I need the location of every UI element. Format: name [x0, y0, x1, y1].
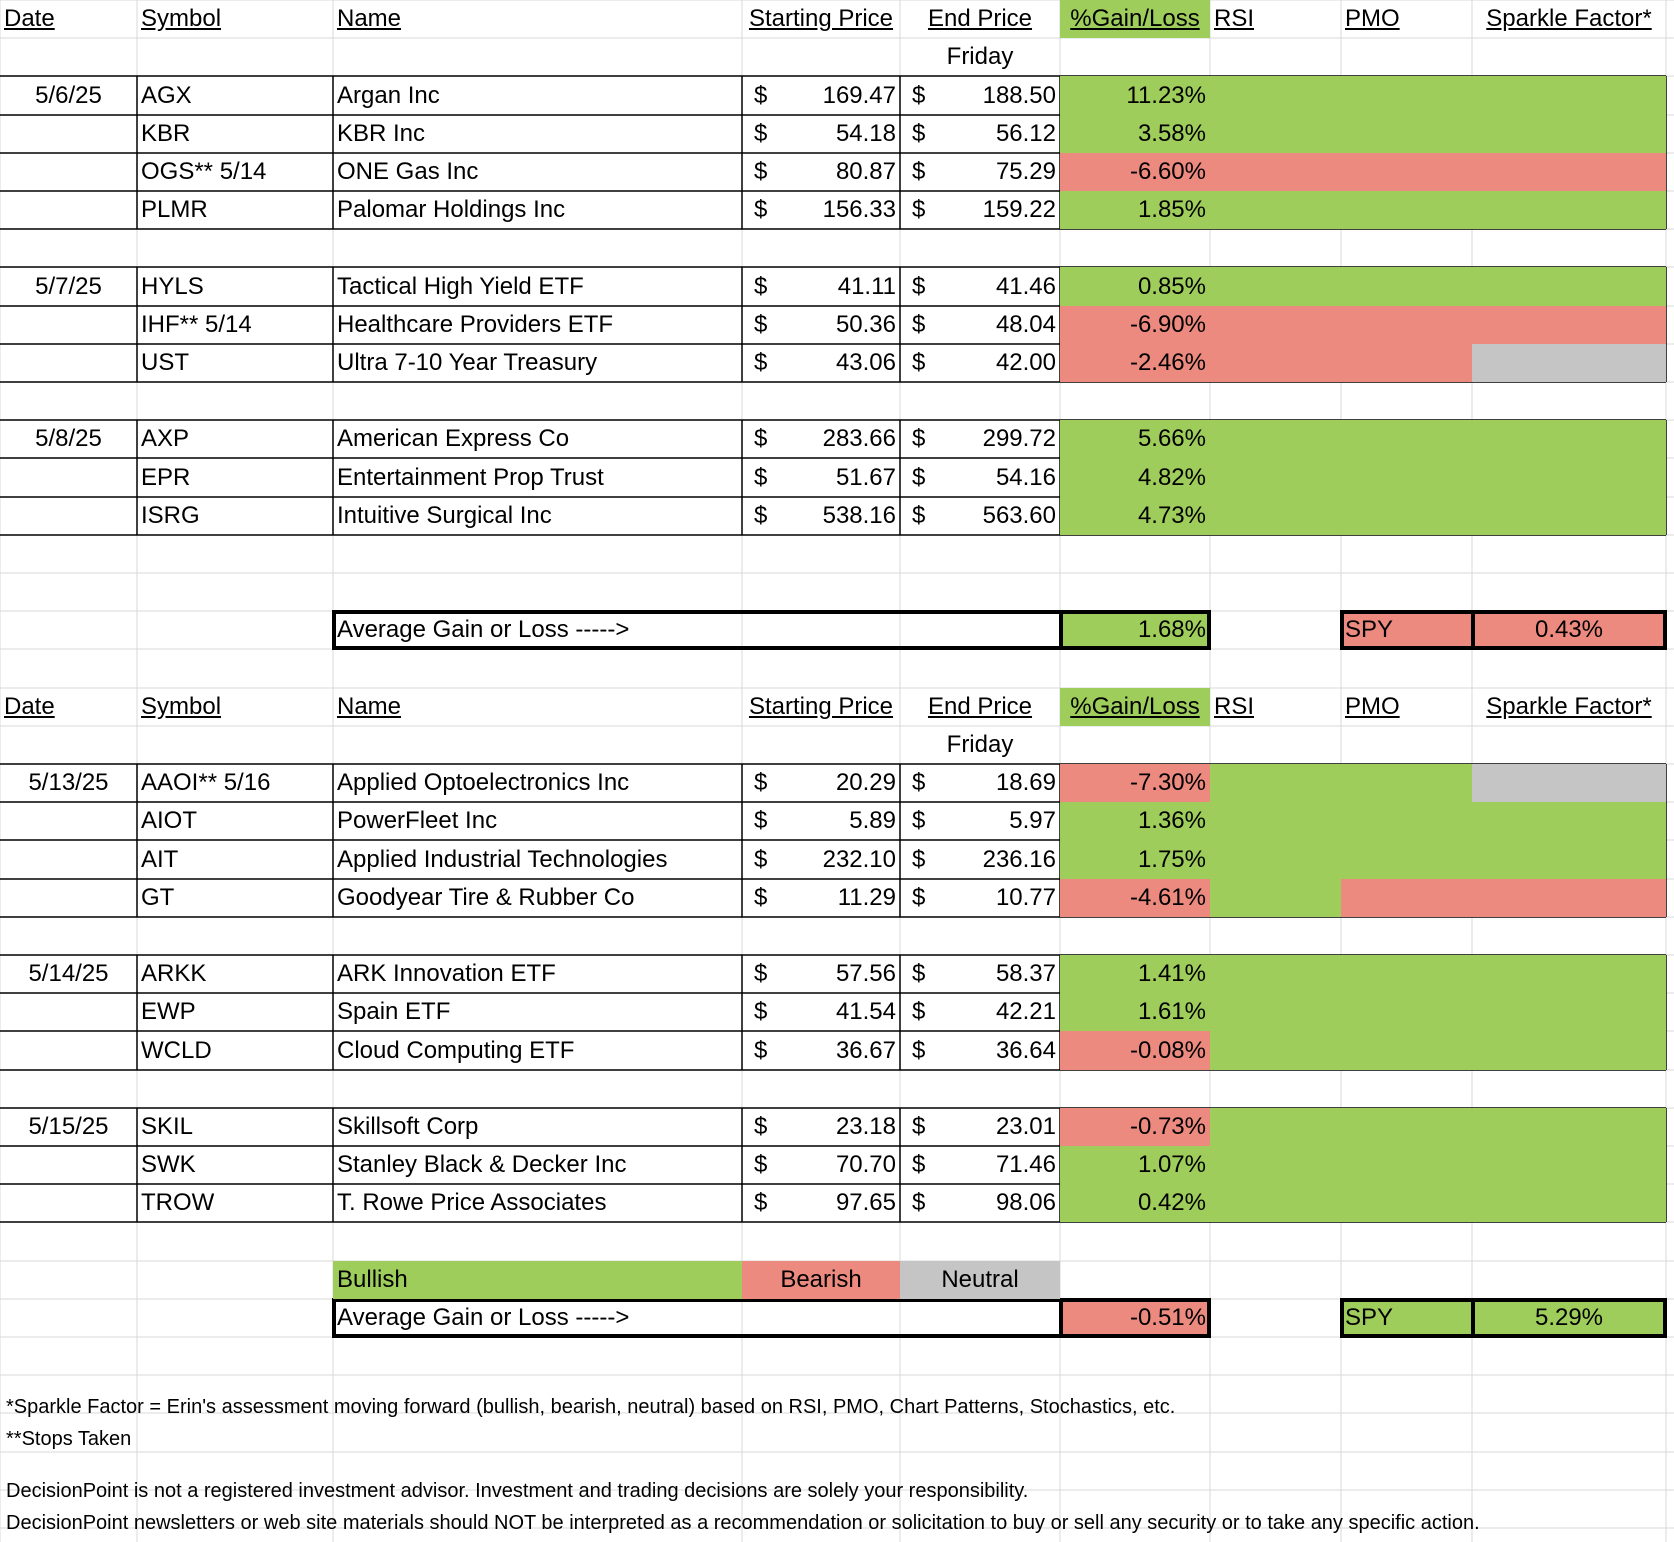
note-stops-taken: **Stops Taken — [6, 1428, 132, 1450]
note-sparkle-factor: *Sparkle Factor = Erin's assessment moving forward (bullish, bearish, neutral) based on RSI, PMO, Chart Patterns, Stochastics, etc. — [6, 1396, 1176, 1418]
symbol-cell: UST — [141, 349, 189, 376]
end-currency: $ — [912, 1189, 926, 1216]
sparkle-indicator — [1472, 191, 1666, 229]
end-price-cell: 23.01 — [995, 1113, 1056, 1140]
start-price-cell: 70.70 — [835, 1151, 896, 1178]
start-price-cell: 97.65 — [835, 1189, 896, 1216]
start-currency: $ — [754, 807, 768, 834]
end-price-cell: 75.29 — [995, 158, 1056, 185]
average-value: 1.68% — [1060, 611, 1210, 649]
end-price-cell: 48.04 — [995, 311, 1056, 338]
pmo-indicator — [1341, 420, 1472, 458]
end-price-cell: 236.16 — [982, 845, 1056, 873]
end-currency: $ — [912, 769, 926, 796]
start-price-cell: 57.56 — [835, 960, 896, 987]
sparkle-indicator — [1472, 1108, 1666, 1146]
end-currency: $ — [912, 845, 926, 873]
header-name: Name — [337, 5, 402, 32]
symbol-cell: AAOI** 5/16 — [141, 769, 271, 796]
spy-value-box — [1471, 610, 1667, 650]
header-gain-loss: %Gain/Loss — [1060, 688, 1210, 726]
symbol-cell: AGX — [141, 81, 192, 109]
header-date: Date — [4, 5, 55, 32]
start-currency: $ — [754, 884, 768, 911]
symbol-cell: EPR — [141, 463, 191, 491]
header-end-price: End Price — [927, 693, 1033, 720]
header-pmo: PMO — [1345, 693, 1400, 720]
header-date: Date — [4, 693, 55, 720]
name-cell: Tactical High Yield ETF — [337, 272, 584, 300]
start-price-cell: 11.29 — [837, 884, 896, 911]
disclaimer-line-2: DecisionPoint newsletters or web site materials should NOT be interpreted as a recommendation or solicitation to buy or sell any security or to take any specific action. — [6, 1512, 1480, 1534]
start-price-cell: 169.47 — [822, 81, 896, 109]
gain-loss-cell: -4.61% — [1060, 879, 1210, 917]
start-currency: $ — [754, 1189, 768, 1216]
rsi-indicator — [1210, 802, 1341, 840]
end-price-cell: 98.06 — [995, 1189, 1056, 1216]
rsi-indicator — [1210, 344, 1341, 382]
name-cell: Applied Optoelectronics Inc — [337, 769, 630, 796]
start-price-cell: 54.18 — [835, 120, 896, 147]
rsi-indicator — [1210, 153, 1341, 191]
gain-loss-cell: -2.46% — [1060, 344, 1210, 382]
gain-loss-cell: -7.30% — [1060, 764, 1210, 802]
name-cell: Applied Industrial Technologies — [337, 845, 668, 873]
pmo-indicator — [1341, 115, 1472, 153]
sparkle-indicator — [1472, 1146, 1666, 1184]
start-currency: $ — [754, 845, 768, 873]
end-currency: $ — [912, 81, 926, 109]
header-rsi: RSI — [1214, 5, 1255, 32]
header-rsi: RSI — [1214, 693, 1255, 720]
rsi-indicator — [1210, 76, 1341, 115]
gain-loss-cell: 1.36% — [1060, 802, 1210, 840]
spy-value: 5.29% — [1472, 1299, 1666, 1337]
gain-loss-cell: 3.58% — [1060, 115, 1210, 153]
end-price-cell: 42.00 — [995, 349, 1056, 376]
symbol-cell: PLMR — [141, 196, 208, 223]
start-price-cell: 20.29 — [835, 769, 896, 796]
end-currency: $ — [912, 1151, 926, 1178]
start-currency: $ — [754, 158, 768, 185]
date-cell: 5/6/25 — [35, 81, 102, 109]
name-cell: Palomar Holdings Inc — [337, 196, 566, 223]
sparkle-indicator — [1472, 764, 1666, 802]
header-gain-loss: %Gain/Loss — [1060, 0, 1210, 38]
end-currency: $ — [912, 884, 926, 911]
pmo-indicator — [1341, 955, 1472, 993]
sparkle-indicator — [1472, 458, 1666, 497]
end-price-cell: 56.12 — [995, 120, 1056, 147]
date-cell: 5/15/25 — [28, 1113, 109, 1140]
disclaimer-line-1: DecisionPoint is not a registered investment advisor. Investment and trading decisions are solely your responsibility. — [6, 1480, 1029, 1502]
end-currency: $ — [912, 502, 926, 529]
sparkle-indicator — [1472, 879, 1666, 917]
sparkle-indicator — [1472, 115, 1666, 153]
gain-loss-cell: -6.60% — [1060, 153, 1210, 191]
start-currency: $ — [754, 425, 768, 452]
symbol-cell: EWP — [141, 998, 196, 1025]
end-currency: $ — [912, 425, 926, 452]
start-price-cell: 23.18 — [835, 1113, 896, 1140]
sparkle-indicator — [1472, 993, 1666, 1031]
pmo-indicator — [1341, 1146, 1472, 1184]
name-cell: PowerFleet Inc — [337, 807, 498, 834]
start-price-cell: 156.33 — [822, 196, 896, 223]
end-price-cell: 18.69 — [995, 769, 1056, 796]
header-end-price: End Price — [927, 5, 1033, 32]
start-currency: $ — [754, 502, 768, 529]
end-currency: $ — [912, 272, 926, 300]
symbol-cell: HYLS — [141, 272, 204, 300]
start-currency: $ — [754, 1151, 768, 1178]
gain-loss-cell: 0.85% — [1060, 267, 1210, 306]
spy-value: 0.43% — [1472, 611, 1666, 649]
rsi-indicator — [1210, 840, 1341, 879]
gain-loss-cell: 1.61% — [1060, 993, 1210, 1031]
gain-loss-cell: -6.90% — [1060, 306, 1210, 344]
start-price-cell: 41.54 — [835, 998, 896, 1025]
name-cell: Spain ETF — [337, 998, 451, 1025]
name-cell: American Express Co — [337, 425, 570, 452]
symbol-cell: ISRG — [141, 502, 200, 529]
sparkle-indicator — [1472, 955, 1666, 993]
end-currency: $ — [912, 998, 926, 1025]
sparkle-indicator — [1472, 306, 1666, 344]
pmo-indicator — [1341, 344, 1472, 382]
header-symbol: Symbol — [141, 693, 222, 720]
header-sparkle-factor: Sparkle Factor* — [1486, 693, 1652, 720]
average-value-box — [1059, 1298, 1211, 1338]
start-price-cell: 232.10 — [822, 845, 896, 873]
average-value-box — [1059, 610, 1211, 650]
end-price-cell: 5.97 — [1009, 807, 1056, 834]
start-currency: $ — [754, 272, 768, 300]
name-cell: Healthcare Providers ETF — [337, 311, 614, 338]
header-starting-price: Starting Price — [748, 5, 894, 32]
gain-loss-cell: -0.73% — [1060, 1108, 1210, 1146]
end-currency: $ — [912, 1036, 926, 1064]
header-symbol: Symbol — [141, 5, 222, 32]
symbol-cell: SWK — [141, 1151, 196, 1178]
header-friday: Friday — [946, 731, 1014, 758]
legend-neutral: Neutral — [900, 1261, 1060, 1299]
start-price-cell: 36.67 — [835, 1036, 896, 1064]
start-price-cell: 5.89 — [849, 807, 896, 834]
end-currency: $ — [912, 349, 926, 376]
average-label: Average Gain or Loss -----> — [337, 1304, 630, 1331]
pmo-indicator — [1341, 497, 1472, 535]
rsi-indicator — [1210, 1146, 1341, 1184]
start-currency: $ — [754, 1113, 768, 1140]
end-price-cell: 10.77 — [995, 884, 1056, 911]
header-friday: Friday — [946, 43, 1014, 70]
pmo-indicator — [1341, 993, 1472, 1031]
sparkle-indicator — [1472, 802, 1666, 840]
start-price-cell: 283.66 — [822, 425, 896, 452]
pmo-indicator — [1341, 1031, 1472, 1070]
symbol-cell: IHF** 5/14 — [141, 311, 252, 338]
average-label: Average Gain or Loss -----> — [337, 616, 630, 643]
spy-label: SPY — [1341, 1299, 1472, 1337]
name-cell: Skillsoft Corp — [337, 1113, 479, 1140]
gain-loss-cell: 4.73% — [1060, 497, 1210, 535]
start-price-cell: 43.06 — [835, 349, 896, 376]
gain-loss-cell: 1.41% — [1060, 955, 1210, 993]
pmo-indicator — [1341, 76, 1472, 115]
start-currency: $ — [754, 998, 768, 1025]
date-cell: 5/8/25 — [35, 425, 102, 452]
sparkle-indicator — [1472, 153, 1666, 191]
start-price-cell: 538.16 — [822, 502, 896, 529]
pmo-indicator — [1341, 840, 1472, 879]
end-currency: $ — [912, 158, 926, 185]
symbol-cell: OGS** 5/14 — [141, 158, 267, 185]
symbol-cell: KBR — [141, 120, 191, 147]
rsi-indicator — [1210, 115, 1341, 153]
start-price-cell: 50.36 — [835, 311, 896, 338]
date-cell: 5/13/25 — [28, 769, 109, 796]
start-currency: $ — [754, 311, 768, 338]
sparkle-indicator — [1472, 1184, 1666, 1222]
sparkle-indicator — [1472, 497, 1666, 535]
symbol-cell: WCLD — [141, 1036, 212, 1064]
header-starting-price: Starting Price — [748, 693, 894, 720]
name-cell: ARK Innovation ETF — [337, 960, 556, 987]
start-price-cell: 41.11 — [837, 272, 896, 300]
gain-loss-cell: 1.85% — [1060, 191, 1210, 229]
start-price-cell: 80.87 — [835, 158, 896, 185]
legend-bearish: Bearish — [742, 1261, 900, 1299]
end-price-cell: 188.50 — [982, 81, 1056, 109]
spy-value-box — [1471, 1298, 1667, 1338]
date-cell: 5/7/25 — [35, 272, 102, 300]
end-currency: $ — [912, 196, 926, 223]
rsi-indicator — [1210, 267, 1341, 306]
start-currency: $ — [754, 349, 768, 376]
gain-loss-cell: 5.66% — [1060, 420, 1210, 458]
name-cell: Goodyear Tire & Rubber Co — [337, 884, 635, 911]
gain-loss-cell: -0.08% — [1060, 1031, 1210, 1070]
pmo-indicator — [1341, 191, 1472, 229]
start-currency: $ — [754, 1036, 768, 1064]
gain-loss-cell: 0.42% — [1060, 1184, 1210, 1222]
rsi-indicator — [1210, 955, 1341, 993]
pmo-indicator — [1341, 764, 1472, 802]
name-cell: Ultra 7-10 Year Treasury — [337, 349, 598, 376]
pmo-indicator — [1341, 267, 1472, 306]
sparkle-indicator — [1472, 267, 1666, 306]
start-price-cell: 51.67 — [835, 463, 896, 491]
sparkle-indicator — [1472, 76, 1666, 115]
symbol-cell: ARKK — [141, 960, 207, 987]
start-currency: $ — [754, 463, 768, 491]
name-cell: Stanley Black & Decker Inc — [337, 1151, 627, 1178]
rsi-indicator — [1210, 993, 1341, 1031]
gain-loss-cell: 4.82% — [1060, 458, 1210, 497]
sparkle-indicator — [1472, 344, 1666, 382]
symbol-cell: AIT — [141, 845, 179, 873]
symbol-cell: GT — [141, 884, 175, 911]
symbol-cell: AXP — [141, 425, 190, 452]
gain-loss-cell: 1.07% — [1060, 1146, 1210, 1184]
end-price-cell: 58.37 — [995, 960, 1056, 987]
end-price-cell: 299.72 — [982, 425, 1056, 452]
end-price-cell: 159.22 — [982, 196, 1056, 223]
pmo-indicator — [1341, 458, 1472, 497]
sparkle-indicator — [1472, 840, 1666, 879]
end-currency: $ — [912, 311, 926, 338]
pmo-indicator — [1341, 1184, 1472, 1222]
header-name: Name — [337, 693, 402, 720]
rsi-indicator — [1210, 458, 1341, 497]
symbol-cell: AIOT — [141, 807, 198, 834]
date-cell: 5/14/25 — [28, 960, 109, 987]
average-value: -0.51% — [1060, 1299, 1210, 1337]
start-currency: $ — [754, 120, 768, 147]
name-cell: Argan Inc — [337, 81, 440, 109]
start-currency: $ — [754, 960, 768, 987]
end-currency: $ — [912, 463, 926, 491]
pmo-indicator — [1341, 879, 1472, 917]
end-price-cell: 36.64 — [995, 1036, 1056, 1064]
symbol-cell: SKIL — [141, 1113, 194, 1140]
pmo-indicator — [1341, 1108, 1472, 1146]
gain-loss-cell: 11.23% — [1060, 76, 1210, 115]
symbol-cell: TROW — [141, 1189, 215, 1216]
gain-loss-cell: 1.75% — [1060, 840, 1210, 879]
spy-label: SPY — [1341, 611, 1472, 649]
name-cell: Intuitive Surgical Inc — [337, 502, 552, 529]
end-price-cell: 563.60 — [982, 502, 1056, 529]
end-price-cell: 54.16 — [995, 463, 1056, 491]
start-currency: $ — [754, 769, 768, 796]
end-price-cell: 41.46 — [995, 272, 1056, 300]
sparkle-indicator — [1472, 1031, 1666, 1070]
rsi-indicator — [1210, 1031, 1341, 1070]
name-cell: KBR Inc — [337, 120, 426, 147]
name-cell: Cloud Computing ETF — [337, 1036, 575, 1064]
start-currency: $ — [754, 196, 768, 223]
legend-bullish: Bullish — [333, 1261, 742, 1299]
end-currency: $ — [912, 1113, 926, 1140]
rsi-indicator — [1210, 764, 1341, 802]
rsi-indicator — [1210, 1108, 1341, 1146]
start-currency: $ — [754, 81, 768, 109]
name-cell: Entertainment Prop Trust — [337, 463, 604, 491]
end-price-cell: 42.21 — [995, 998, 1056, 1025]
name-cell: ONE Gas Inc — [337, 158, 479, 185]
rsi-indicator — [1210, 879, 1341, 917]
name-cell: T. Rowe Price Associates — [337, 1189, 607, 1216]
end-currency: $ — [912, 807, 926, 834]
end-currency: $ — [912, 960, 926, 987]
sparkle-indicator — [1472, 420, 1666, 458]
rsi-indicator — [1210, 420, 1341, 458]
rsi-indicator — [1210, 1184, 1341, 1222]
header-sparkle-factor: Sparkle Factor* — [1486, 5, 1652, 32]
end-currency: $ — [912, 120, 926, 147]
end-price-cell: 71.46 — [995, 1151, 1056, 1178]
rsi-indicator — [1210, 191, 1341, 229]
pmo-indicator — [1341, 306, 1472, 344]
header-pmo: PMO — [1345, 5, 1400, 32]
pmo-indicator — [1341, 153, 1472, 191]
rsi-indicator — [1210, 497, 1341, 535]
rsi-indicator — [1210, 306, 1341, 344]
pmo-indicator — [1341, 802, 1472, 840]
